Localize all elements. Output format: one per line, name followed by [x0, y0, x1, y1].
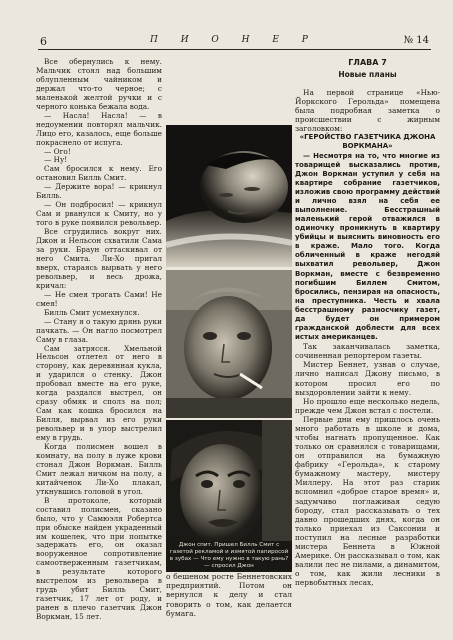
photo-caption: Джон спит. Пришел Билль Смит с газетой рекламой и измятой папиросой в зубах — Что ему нужно в такую рань? — спросил Джон — [166, 541, 292, 572]
paragraph: Мистер Беннет, узнав о случае, лично написал Джону письмо, в котором просил его по выздоровлении зайти к нему. — [295, 360, 440, 397]
paragraph: — Стану я о такую дрянь руки пачкать. — Он нагло посмотрел Саму в глаза. — [36, 316, 162, 344]
paragraph: о бешеном росте Беннетовских предприятий. Потом он вернулся к делу и стал говорить о том, как делается бумага. — [166, 572, 292, 618]
chapter-subtitle: Новые планы — [338, 70, 397, 79]
paragraph: — Насла! Насла! — в недоумении повторял мальчик. Лицо его, казалось, еще больше покраснело от испуга. — [36, 110, 162, 147]
paragraph: — Ну! — [44, 155, 68, 165]
paragraph: В протоколе, который составил полисмен, сказано было, что у Самюэля Робертса при обыске найден украденный им кошелек, что при попытке задержать его, он оказал вооруженное сопротивление самоотверженным газетчикам, в результате которого выстрелом из револьвера в грудь убит Билль Смит, газетчик, 17 лет от роду, и ранен в плечо газетчик Джон Воркман, 15 лет. — [36, 495, 162, 622]
paragraph: Сам бросился к нему. Его остановил Билль Смит. — [36, 164, 162, 183]
article-headline: «ГЕРОЙСТВО ГАЗЕТЧИКА ДЖОНА ВОРКМАНА» — [299, 133, 436, 151]
paragraph: Первые дни ему пришлось очень много работать в школе и дома, чтобы нагнать пропущенное. Как только он сравнялся с товарищами, он отправился на бумажную фабрику «Герольда», к старому бумажному мастеру, мистеру Миллеру. На этот раз старик вспомнил «доброе старое время» и, задумчиво поглаживая седую бороду, стал рассказывать о тех давно прошедших днях, когда он только приехал из Саксонии и поступил на лесные разработки мистера Беннета в Южной Америке. Он рассказывал о том, как валили лес не пилами, а динамитом, о том, как жили лесники в первобытных лесах, — [295, 414, 440, 588]
paragraph: Все обернулись к нему. Мальчик стоял над большим облупленным чайником и держал что-то черное; с маленькой желтой ручки и с черного конька бежала вода. — [36, 57, 162, 111]
chapter-title: ГЛАВА 7 — [348, 58, 387, 67]
paragraph: — Ого! — [44, 146, 71, 156]
photo-boy-with-cigarette — [166, 270, 292, 418]
paragraph: Когда полисмен вошел в комнату, на полу в луже крови стонал Джон Воркман. Билль Смит лежал ничком на полу, а китайченок Ли-Хо плакал, уткнувшись головой в угол. — [36, 441, 162, 496]
paragraph: — Держите вора! — крикнул Билль. — [36, 182, 162, 201]
paragraph: Сам затрясся. Хмельной Нельсон отлетел от него в сторону, как деревянная кукла, и ударился о стенку. Джон пробовал вместе на его руке, когда раздался выстрел, он сразу обмяк и сполз на пол; Сам как кошка бросился на Билля, вырвал из его руки револьвер и в упор выстрелил ему в грудь. — [36, 343, 162, 443]
middle-continuation — [166, 572, 292, 618]
paragraph: На первой странице «Нью-Йоркского Герольда» помещена была подробная заметка о происшествии с жирным заголовком: — [295, 88, 440, 134]
journal-title: П И О Н Е Р — [150, 35, 318, 45]
paragraph: Все сгрудились вокруг них. Джон и Нельсон схватили Сама за руки. Браун оттаскивал от него Смита. Ли-Хо пригал вверх, стараясь вырвать у него револьвер, и весь дрожа, кричал: — [36, 227, 162, 290]
left-column — [36, 58, 162, 622]
paragraph: Но прошло еще несколько недель, прежде чем Джон встал с постели. — [295, 396, 440, 415]
paragraph: — Не смея трогать Сами! Не смея! — [36, 289, 162, 308]
right-column — [295, 88, 440, 587]
paragraph: Билль Смит усмехнулся. — [44, 307, 140, 317]
photo-sleeping-boy — [166, 125, 292, 267]
paragraph: Так заканчивалась заметка, сочиненная репортером газеты. — [295, 342, 440, 361]
header-rule — [38, 49, 431, 50]
page-number: 6 — [40, 35, 47, 48]
article-body: — Несмотря на то, что многие из товарищей высказались против, Джон Воркман уступил у себя на квартире собрание газетчиков, изложив свою программу действий и лично взял на себя ее выполнение. Бесстрашный маленький герой отважился в одиночку проникнуть в квартиру убийцы и выяснить виновность его в краже. Мало того. Когда обличенный в краже негодяй выхватил револьвер, Джон Воркман, вместе с безвременно погибшим Биллем Смитом, бросились, пензирая на опасность, на преступника. Честь и хвала бесстрашному разносчику газет, да будет он примером гражданской доблести для всех истых американцев. — [295, 151, 440, 342]
issue-number: № 14 — [403, 35, 429, 46]
paragraph: — Он подбросил! — крикнул Сам и рванулся к Смиту, но у того в руке появился револьвер. — [36, 200, 162, 228]
